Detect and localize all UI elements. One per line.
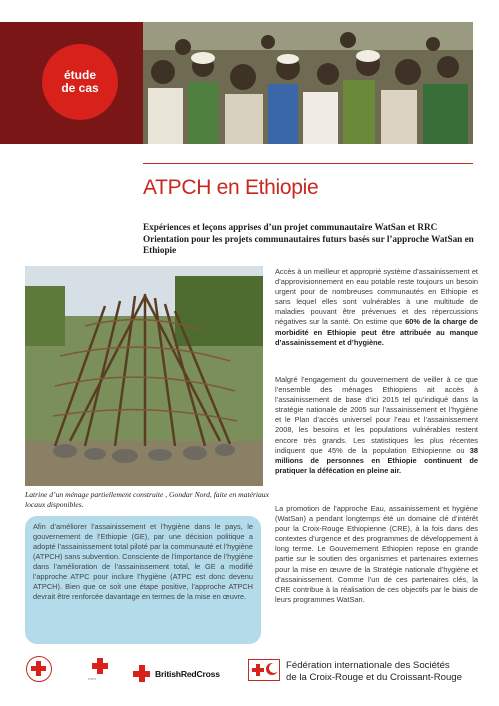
header-right-margin bbox=[473, 22, 499, 144]
british-red-cross-logo bbox=[133, 665, 150, 682]
page-title: ATPCH en Ethiopie bbox=[143, 176, 319, 199]
body-paragraph-2 bbox=[275, 375, 478, 476]
ifrc-wordmark bbox=[286, 660, 462, 683]
british-red-cross-wordmark: BritishRedCross bbox=[155, 669, 220, 679]
ifrc-line2: de la Croix-Rouge et du Croissant-Rouge bbox=[286, 671, 462, 683]
ethiopian-red-cross-logo bbox=[26, 656, 52, 682]
latrine-photo bbox=[25, 266, 263, 486]
logo-fine-print: ▪▪▪▪▪▪ bbox=[88, 677, 97, 681]
p2-text: Malgré l’engagement du gouvernement de veiller à ce que l’ensemble des ménages Ethiopiens ait accès à l’assainissement de base d’ici 2015 tel qu’indiqué dans la stratégie nationale de 2005 sur l’assainissement et l’hygiène et le Plan d’accès universel pour l’eau et l’assainissement 2008, les besoins et les populations vulnérables restent encore très grands. Les statistiques les plus récentes indiquent que 45% de la population Ethiopienne ou bbox=[275, 375, 478, 455]
red-crescent-icon bbox=[266, 663, 278, 675]
header-crowd-photo bbox=[143, 22, 473, 144]
footer-logos bbox=[0, 650, 499, 690]
callout-box: Afin d’améliorer l’assainissement et l’hygiène dans le pays, le gouvernement de l’Ethiopie (GE), par une décision politique a adopté l’assainissement total piloté par la communauté et l’hygiène (ATPCH) sans subvention. Consciente de l’importance de l’hygiène dans l’amélioration de l’assainissement total, le GE a modifié l’approche ATPC pour inclure l’hygiène (ATPC est donc devenu ATPCH). Bien que ce soit une étape positive, l’approche ATPCH devrait être renforcée davantage en termes de la mise en œuvre. bbox=[25, 516, 261, 644]
photo-caption: Latrine d’un ménage partiellement construite , Gondar Nord, faite en matériaux locaux disponibles. bbox=[25, 490, 269, 509]
body-paragraph-1 bbox=[275, 267, 478, 348]
ifrc-line1: Fédération internationale des Sociétés bbox=[286, 660, 450, 671]
case-study-badge bbox=[42, 44, 118, 120]
p2-bold: 38 millions de personnes en Ethiopie continuent de pratiquer la défécation en pleine air. bbox=[275, 445, 478, 475]
national-society-logo bbox=[92, 658, 108, 674]
p1-bold: 60% de la charge de morbidité en Ethiopie peut être attribuée au manque d’assainissement et d’hygiène. bbox=[275, 317, 479, 347]
badge-line2: de cas bbox=[61, 81, 99, 95]
ifrc-emblem bbox=[248, 659, 280, 681]
p1-text: Accès à un meilleur et approprié système d’assainissement et d’approvisionnement en eau potable reste toujours un besoin urgent pour de nombreuses communautés en Ethiopie et sans lequel elles sont vulnérables à une multitude de maladies pouvant être prévenues et des répercussions négatives sur la santé. On estime que bbox=[275, 267, 478, 327]
badge-line1: étude bbox=[63, 68, 96, 82]
body-paragraph-3: La promotion de l’approche Eau, assainissement et hygiène (WatSan) a pendant longtemps été un domaine clé d’intérêt pour la Croix-Rouge Ethiopienne (CRE), à la fois dans des contextes d’urgence et des programmes de développement à long terme. Le Gouvernement Ethiopien repose en grande partie sur le soutien des organismes et partenaires externes pour la mise en œuvre de la Stratégie nationale d’hygiène et d’assainissement. Comme l’un de ces partenaires clés, la CRE contribue à la réalisation de ces objectifs par le biais de leurs programmes WatSan. bbox=[275, 504, 478, 604]
page-subtitle: Expériences et leçons apprises d’un projet communautaire WatSan et RRC Orientation pour les projets communautaires futurs basés sur l’approche WatSan en Ethiopie bbox=[143, 222, 474, 255]
title-rule bbox=[143, 163, 473, 164]
